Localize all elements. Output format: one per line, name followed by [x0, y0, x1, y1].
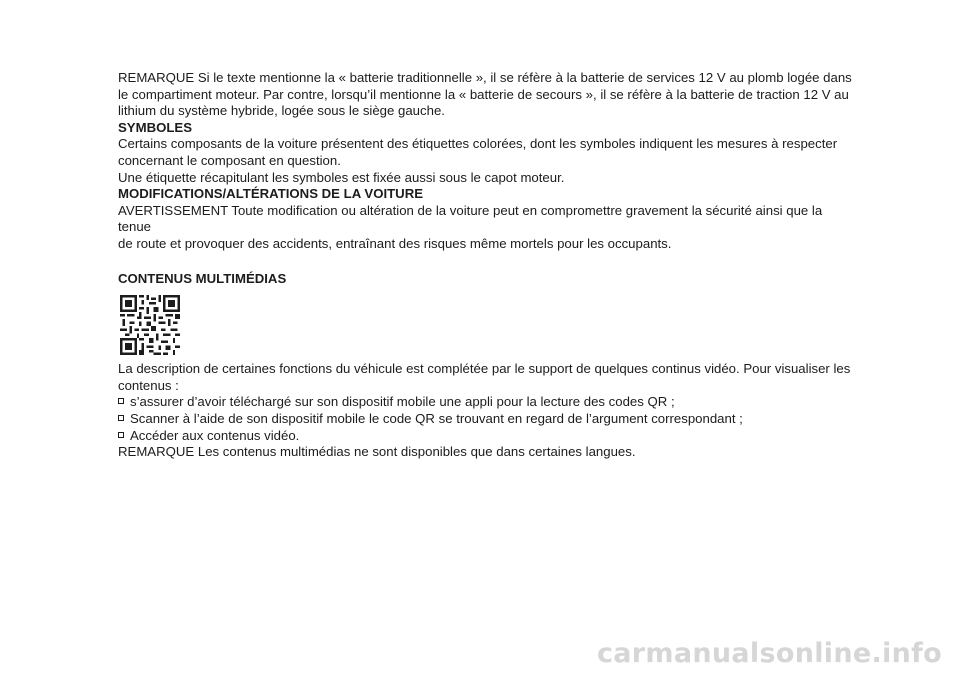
square-bullet-icon [118, 398, 124, 404]
symbols-text-line: Certains composants de la voiture présentent des étiquettes colorées, dont les symboles indiquent les mesures à respecter [118, 136, 838, 152]
list-item [118, 394, 853, 411]
symbols-heading: SYMBOLES [118, 119, 193, 135]
list-item-text: Accéder aux contenus vidéo. [130, 427, 300, 443]
list-item-text: Scanner à l’aide de son dispositif mobile le code QR se trouvant en regard de l’argument correspondant ; [130, 410, 743, 426]
square-bullet-icon [118, 432, 124, 438]
symbols-text-line: concernant le composant en question. [118, 152, 341, 168]
warning-line: AVERTISSEMENT Toute modification ou altération de la voiture peut en compromettre gravement la sécurité ainsi que la tenue [118, 202, 823, 235]
section-spacer [118, 253, 853, 271]
remark-multimedia: REMARQUE Les contenus multimédias ne sont disponibles que dans certaines langues. [118, 444, 636, 460]
square-bullet-icon [118, 415, 124, 421]
list-item [118, 411, 853, 428]
list-item [118, 428, 853, 445]
qr-code-icon[interactable] [120, 295, 180, 355]
remark-battery-line: REMARQUE Si le texte mentionne la « batterie traditionnelle », il se réfère à la batterie de services 12 V au plomb logée dans [118, 70, 852, 85]
multimedia-text-line: contenus : [118, 377, 179, 393]
watermark: carmanualsonline.info [596, 638, 942, 669]
remark-battery-line: lithium du système hybride, logée sous le siège gauche. [118, 103, 445, 119]
list-item-text: s’assurer d’avoir téléchargé sur son dispositif mobile une appli pour la lecture des codes QR ; [130, 394, 675, 410]
manual-page-content [118, 70, 853, 461]
multimedia-heading: CONTENUS MULTIMÉDIAS [118, 270, 287, 286]
modifications-heading: MODIFICATIONS/ALTÉRATIONS DE LA VOITURE [118, 186, 424, 202]
remark-battery-line: le compartiment moteur. Par contre, lorsqu’il mentionne la « batterie de secours », il se réfère à la batterie de traction 12 V au [118, 86, 849, 102]
warning-line: de route et provoquer des accidents, entraînant des risques même mortels pour les occupants. [118, 235, 672, 251]
multimedia-text-line: La description de certaines fonctions du véhicule est complétée par le support de quelques continus vidéo. Pour visualiser les [118, 361, 851, 377]
symbols-label-text: Une étiquette récapitulant les symboles est fixée aussi sous le capot moteur. [118, 169, 565, 185]
